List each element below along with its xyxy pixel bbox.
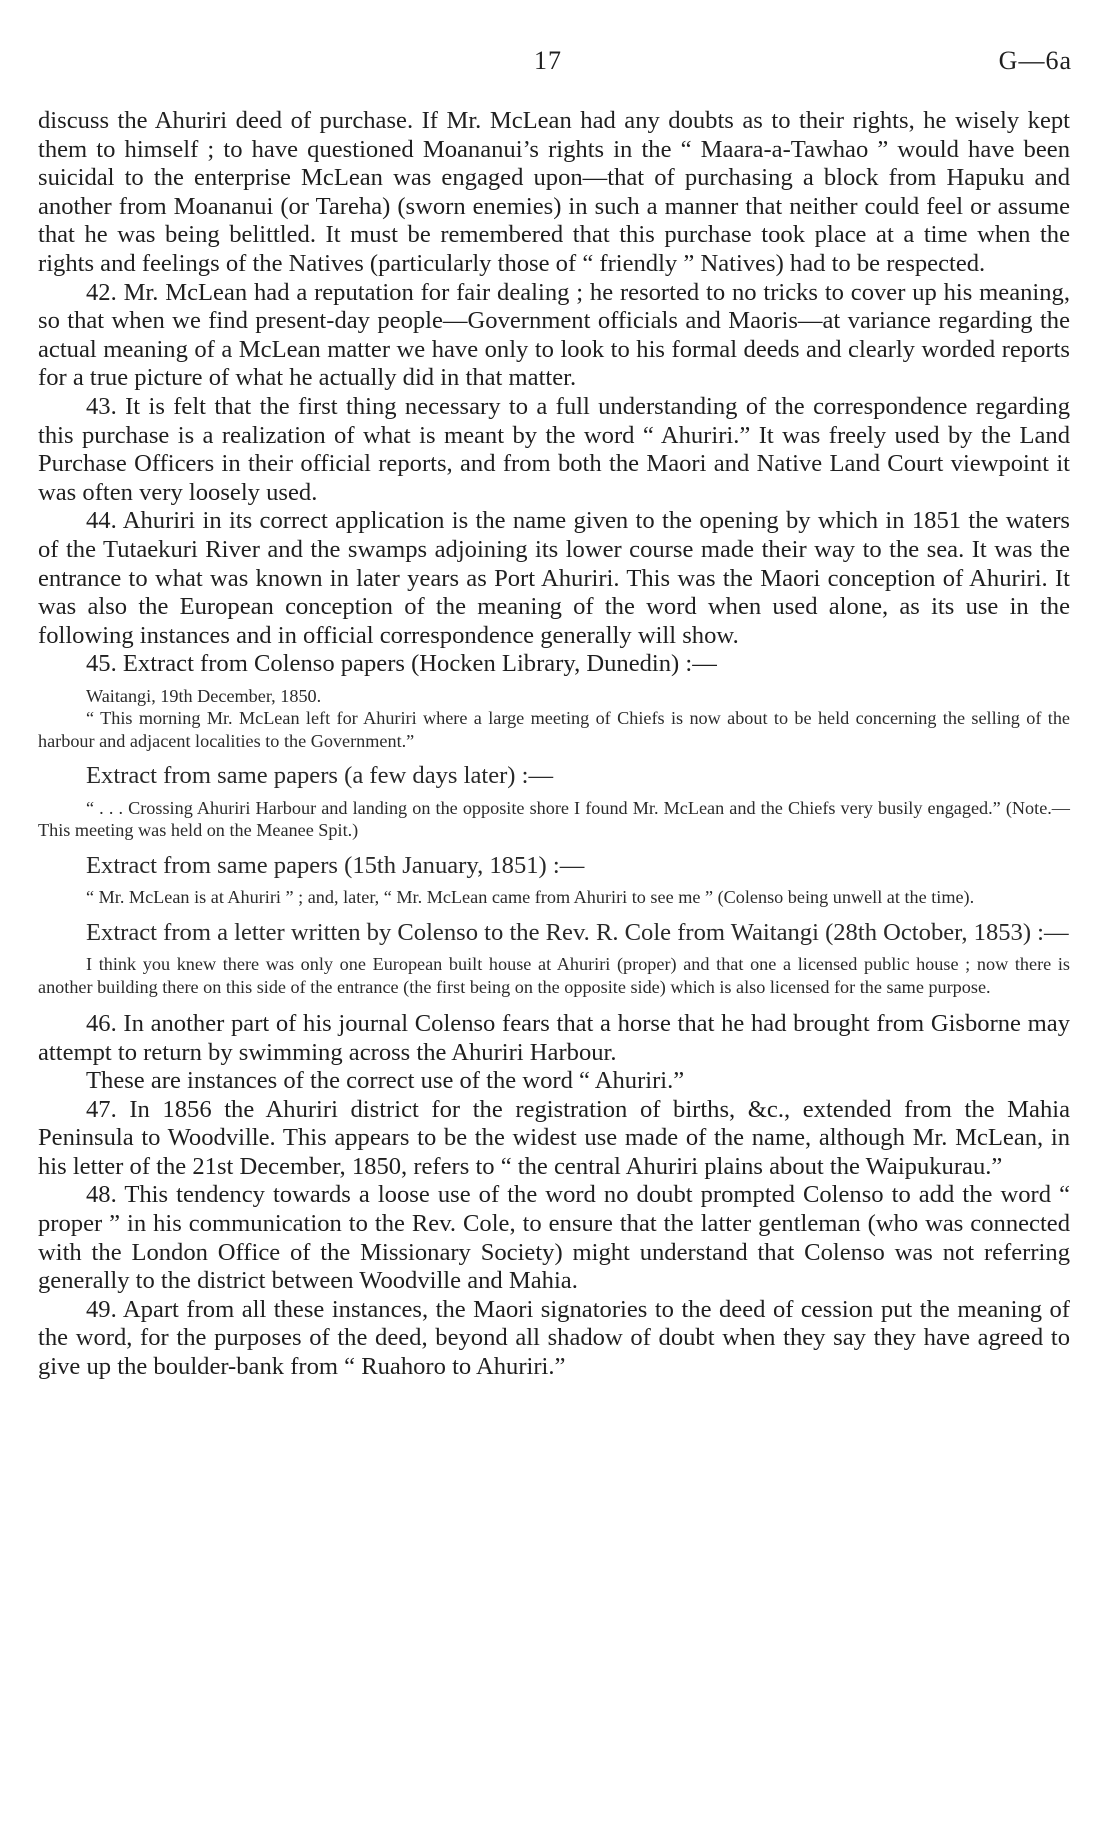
page-number: 17 [534, 46, 562, 75]
paragraph-43: 43. It is felt that the first thing necessary to a full understanding of the correspondence regarding this purchase is a realization of what is meant by the word “ Ahuriri.” It was freely used by the Land Purchase Officers in their official reports, and from both the Maori and Native Land Court viewpoint it was often very loosely used. [38, 392, 1070, 506]
paragraph-continued: discuss the Ahuriri deed of purchase. If Mr. McLean had any doubts as to their rights, he wisely kept them to himself ; to have questioned Moananui’s rights in the “ Maara-a-Tawhao ” would have been suicidal to the enterprise McLean was engaged upon—that of purchasing a block from Hapuku and another from Moananui (or Tareha) (sworn enemies) in such a manner that neither could feel or assume that he was being belittled. It must be remembered that this purchase took place at a time when the rights and feelings of the Natives (particularly those of “ friendly ” Natives) had to be respected. [38, 107, 1070, 277]
paragraph-42: 42. Mr. McLean had a reputation for fair dealing ; he resorted to no tricks to cover up his meaning, so that when we find present-day people—Government officials and Maoris—at variance regarding the actual meaning of a McLean matter we have only to look to his formal deeds and clearly worded reports for a true picture of what he actually did in that matter. [38, 278, 1070, 392]
paragraph-45: 45. Extract from Colenso papers (Hocken Library, Dunedin) :— [86, 650, 717, 678]
paragraph-49: 49. Apart from all these instances, the Maori signatories to the deed of cession put the meaning of the word, for the purposes of the deed, beyond all shadow of doubt when they say they have agreed to give up the boulder-bank from “ Ruahoro to Ahuriri.” [38, 1295, 1070, 1381]
paragraph-48: 48. This tendency towards a loose use of the word no doubt prompted Colenso to add the word “ proper ” in his communication to the Rev. Cole, to ensure that the latter gentleman (who was connected with the London Office of the Missionary Society) might understand that Colenso was not referring generally to the district between Woodville and Mahia. [38, 1181, 1070, 1295]
paragraph-47: 47. In 1856 the Ahuriri district for the registration of births, &c., extended from the Mahia Peninsula to Woodville. This appears to be the widest use made of the name, although Mr. McLean, in his letter of the 21st December, 1850, refers to “ the central Ahuriri plains about the Waipukurau.” [38, 1095, 1070, 1180]
quote-4: I think you knew there was only one European built house at Ahuriri (proper) and that one a licensed public house ; now there is another building there on this side of the entrance (the first being on the opposite side) which is also licensed for the same purpose. [38, 954, 1070, 997]
quote-2: “ . . . Crossing Ahuriri Harbour and landing on the opposite shore I found Mr. McLean and the Chiefs very busily engaged.” (Note.—This meeting was held on the Meanee Spit.) [38, 797, 1070, 841]
quote-1: “ This morning Mr. McLean left for Ahuriri where a large meeting of Chiefs is now about to be held concerning the selling of the harbour and adjacent localities to the Government.” [38, 708, 1070, 751]
extract-label-2: Extract from same papers (a few days later) :— [86, 762, 554, 790]
paragraph-46: 46. In another part of his journal Colenso fears that a horse that he had brought from Gisborne may attempt to return by swimming across the Ahuriri Harbour. [38, 1009, 1070, 1066]
document-reference: G—6a [998, 46, 1072, 75]
quote-1-date: Waitangi, 19th December, 1850. [86, 685, 322, 706]
extract-label-4: Extract from a letter written by Colenso to the Rev. R. Cole from Waitangi (28th October, 1853) :— [86, 918, 1069, 946]
paragraph-44: 44. Ahuriri in its correct application is the name given to the opening by which in 1851 the waters of the Tutaekuri River and the swamps adjoining its lower course made their way to the sea. It was the entrance to what was known in later years as Port Ahuriri. This was the Maori conception of Ahuriri. It was also the European conception of the meaning of the word when used alone, as its use in the following instances and in official correspondence generally will show. [38, 507, 1070, 649]
paragraph-46-note: These are instances of the correct use of the word “ Ahuriri.” [86, 1067, 685, 1095]
document-body [38, 107, 1070, 1382]
extract-label-3: Extract from same papers (15th January, 1851) :— [86, 851, 585, 879]
quote-3: “ Mr. McLean is at Ahuriri ” ; and, later, “ Mr. McLean came from Ahuriri to see me ” (Colenso being unwell at the time). [86, 887, 975, 908]
